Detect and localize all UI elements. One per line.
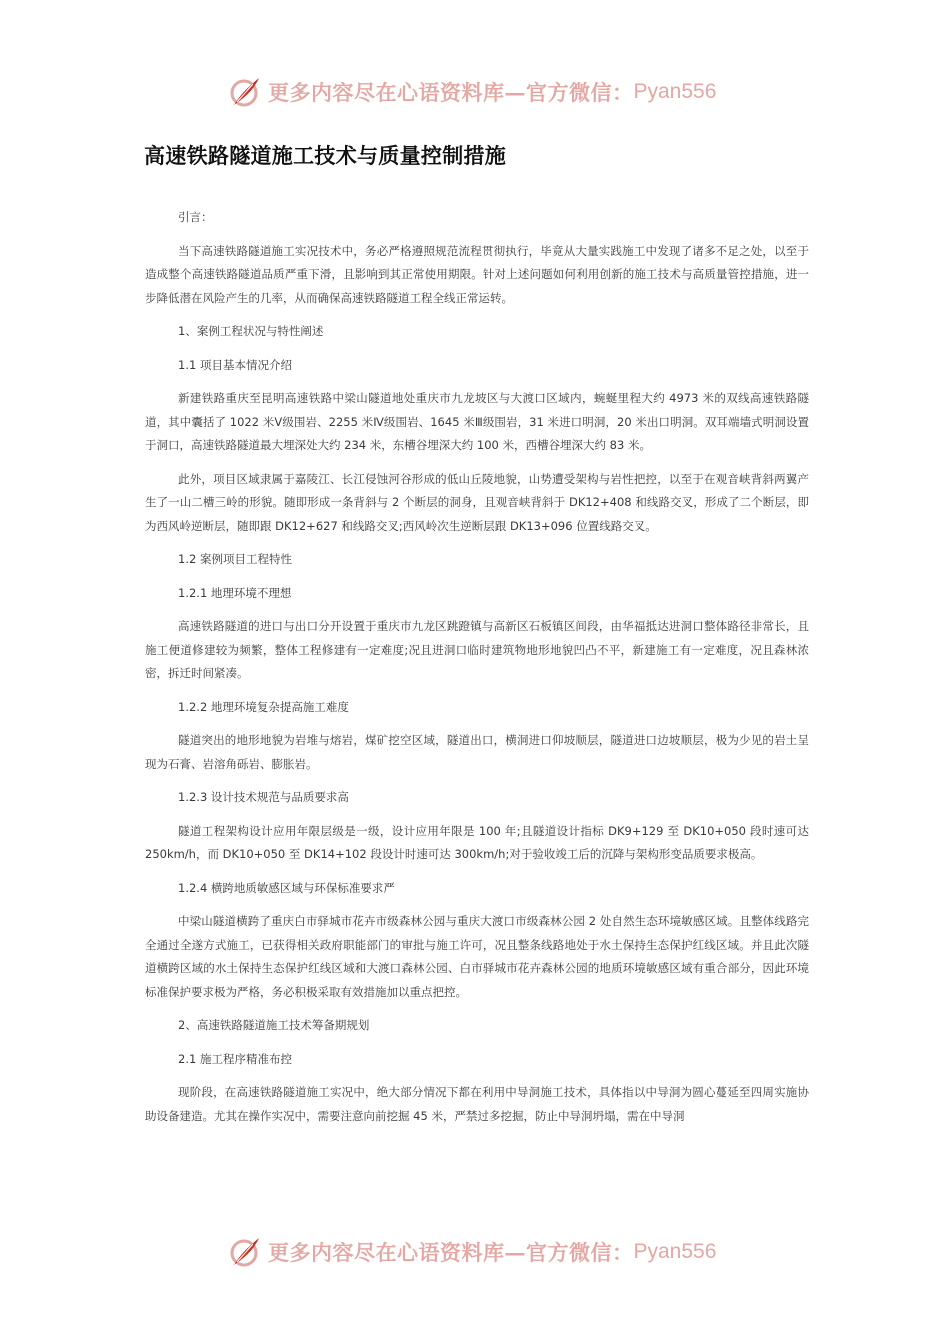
paragraph: 中梁山隧道横跨了重庆白市驿城市花卉市级森林公园与重庆大渡口市级森林公园 2 处自然生态环境敏感区域。且整体线路完全通过全遂方式施工，已获得相关政府职能部门的审批与施工许可，况且整条线路地处于水土保持生态保护红线区域。并且此次隧道横跨区域的水土保持生态保护红线区域和大渡口森林公园、白市驿城市花卉森林公园的地质环境敏感区域有重合部分，因此环境标准保护要求极为严格，务必积极采取有效措施加以重点把控。 (145, 914, 809, 999)
document-title: 高速铁路隧道施工技术与质量控制措施 (144, 144, 507, 168)
section-heading: 2.1 施工程序精准布控 (178, 1051, 292, 1066)
section-heading: 1.2.4 横跨地质敏感区域与环保标准要求严 (178, 880, 395, 895)
paragraph: 新建铁路重庆至昆明高速铁路中梁山隧道地处重庆市九龙坡区与大渡口区域内，蜿蜒里程大约 4973 米的双线高速铁路隧道，其中囊括了 1022 米Ⅴ级围岩、2255 米Ⅳ级围岩、1645 米Ⅲ级围岩，31 米进口明洞，20 米出口明洞。双耳端墙式明洞设置于洞口，高速铁路隧道最大埋深处大约 234 米，东槽谷埋深大约 100 米，西槽谷埋深大约 83 米。 (145, 391, 809, 452)
banner-text: 更多内容尽在心语资料库—官方微信： (268, 1240, 634, 1265)
section-heading: 1.2.3 设计技术规范与品质要求高 (178, 790, 349, 804)
feather-pen-icon (228, 75, 262, 109)
section-heading: 2、高速铁路隧道施工技术筹备期规划 (178, 1018, 370, 1032)
paragraph: 隧道突出的地形地貌为岩堆与熔岩，煤矿挖空区域，隧道出口，横洞进口仰坡顺层，隧道进口边坡顺层，极为少见的岩土呈现为石膏、岩溶角砾岩、膨胀岩。 (145, 733, 809, 771)
paragraph: 当下高速铁路隧道施工实况技术中，务必严格遵照规范流程贯彻执行，毕竟从大量实践施工中发现了诸多不足之处，以至于造成整个高速铁路隧道品质严重下滑，且影响到其正常使用期限。针对上述问题如何利用创新的施工技术与高质量管控措施，进一步降低潜在风险产生的几率，从而确保高速铁路隧道工程全线正常运转。 (145, 243, 809, 305)
banner-wechat-id: Pyan556 (633, 80, 717, 103)
section-heading: 1.2.2 地理环境复杂提高施工难度 (178, 699, 349, 714)
paragraph: 引言： (178, 210, 213, 224)
watermark-banner-top (228, 72, 748, 112)
document-body (145, 206, 809, 1138)
section-heading: 1.2.1 地理环境不理想 (178, 585, 292, 600)
watermark-banner-bottom (228, 1232, 748, 1272)
section-heading: 1.2 案例项目工程特性 (178, 552, 292, 566)
banner-text: 更多内容尽在心语资料库—官方微信： (268, 80, 634, 105)
section-heading: 1、案例工程状况与特性阐述 (178, 324, 324, 338)
paragraph: 此外，项目区域隶属于嘉陵江、长江侵蚀河谷形成的低山丘陵地貌，山势遭受架构与岩性把控，以至于在观音峡背斜两翼产生了一山二槽三岭的形貌。随即形成一条背斜与 2 个断层的洞身，且观音峡背斜于 DK12+408 和线路交叉，形成了二个断层，即为西风岭逆断层，随即跟 DK12+627 和线路交叉;西风岭次生逆断层跟 DK13+096 位置线路交叉。 (145, 471, 809, 533)
section-heading: 1.1 项目基本情况介绍 (178, 357, 292, 372)
feather-pen-icon (228, 1235, 262, 1269)
paragraph: 高速铁路隧道的进口与出口分开设置于重庆市九龙区跳蹬镇与高新区石板镇区间段，由华福抵达进洞口整体路径非常长，且施工便道修建较为频繁，整体工程修建有一定难度;况且进洞口临时建筑物地形地貌凹凸不平，新建施工有一定难度，况且森林浓密，拆迁时间紧凑。 (145, 619, 809, 680)
paragraph: 隧道工程架构设计应用年限层级是一级，设计应用年限是 100 年;且隧道设计指标 DK9+129 至 DK10+050 段时速可达 250km/h，而 DK10+050 至 DK14+102 段设计时速可达 300km/h;对于验收竣工后的沉降与架构形变品质要求极高。 (145, 823, 809, 861)
paragraph: 现阶段，在高速铁路隧道施工实况中，绝大部分情况下都在利用中导洞施工技术，具体指以中导洞为圆心蔓延至四周实施协助设备建造。尤其在操作实况中，需要注意向前挖掘 45 米，严禁过多挖掘，防止中导洞坍塌，需在中导洞 (145, 1085, 809, 1123)
banner-wechat-id: Pyan556 (633, 1240, 717, 1263)
